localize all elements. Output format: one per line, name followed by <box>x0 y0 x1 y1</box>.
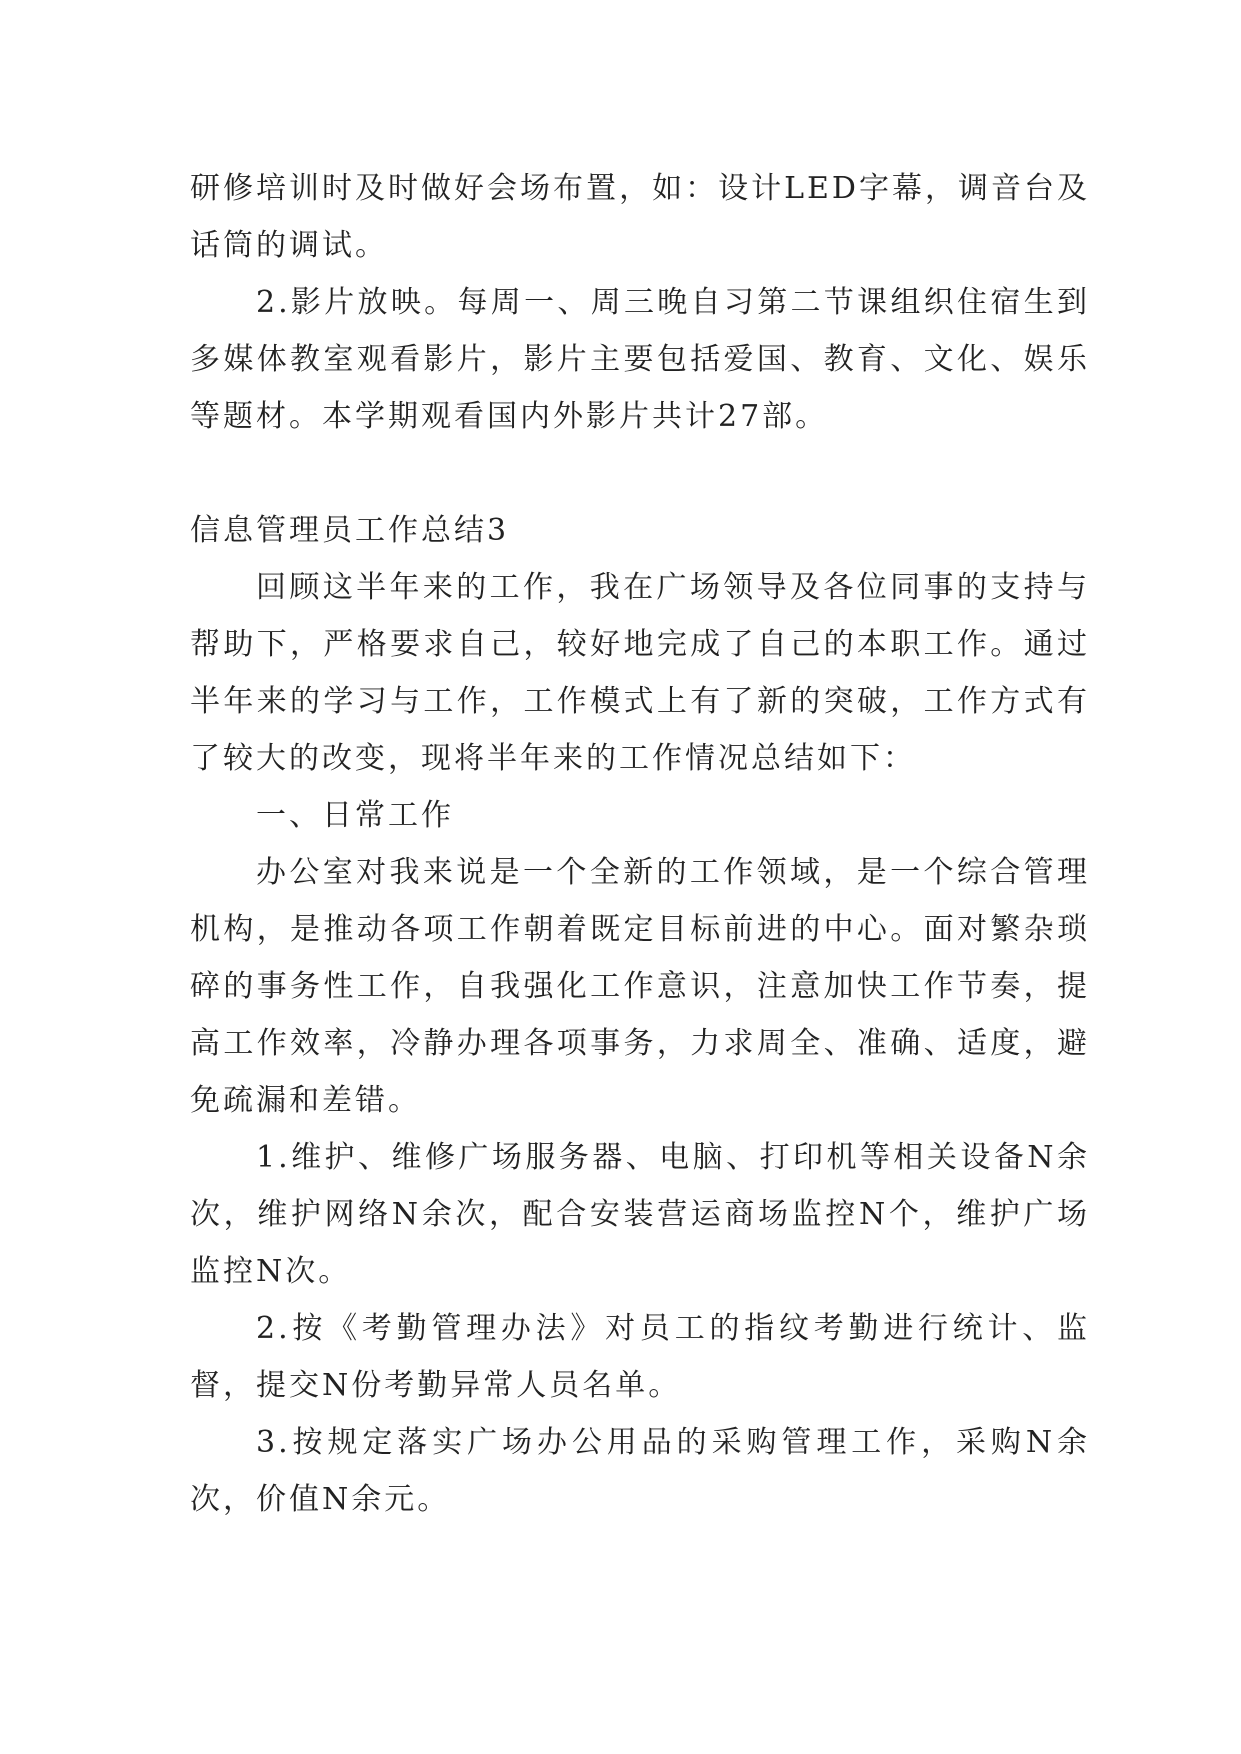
list-item-attendance: 2.按《考勤管理办法》对员工的指纹考勤进行统计、监督，提交N份考勤异常人员名单。 <box>190 1311 1090 1403</box>
paragraph-office-work: 办公室对我来说是一个全新的工作领域，是一个综合管理机构，是推动各项工作朝着既定目标前进的中心。面对繁杂琐碎的事务性工作，自我强化工作意识，注意加快工作节奏，提高工作效率，冷静办理各项事务，力求周全、准确、适度，避免疏漏和差错。 <box>190 855 1090 1118</box>
section-spacer <box>190 445 1090 502</box>
section-title: 信息管理员工作总结3 <box>190 513 510 548</box>
paragraph-film-screening: 2.影片放映。每周一、周三晚自习第二节课组织住宿生到多媒体教室观看影片，影片主要包括爱国、教育、文化、娱乐等题材。本学期观看国内外影片共计27部。 <box>190 285 1090 434</box>
list-item-procurement: 3.按规定落实广场办公用品的采购管理工作，采购N余次，价值N余元。 <box>190 1425 1090 1517</box>
list-item-maintenance: 1.维护、维修广场服务器、电脑、打印机等相关设备N余次，维护网络N余次，配合安装营运商场监控N个，维护广场监控N次。 <box>190 1140 1090 1289</box>
document-body <box>190 160 1090 1528</box>
paragraph-continued-setup: 研修培训时及时做好会场布置，如：设计LED字幕，调音台及话筒的调试。 <box>190 171 1090 263</box>
subheading-daily-work: 一、日常工作 <box>256 798 454 833</box>
paragraph-review: 回顾这半年来的工作，我在广场领导及各位同事的支持与帮助下，严格要求自己，较好地完成了自己的本职工作。通过半年来的学习与工作，工作模式上有了新的突破，工作方式有了较大的改变，现将半年来的工作情况总结如下： <box>190 570 1090 776</box>
